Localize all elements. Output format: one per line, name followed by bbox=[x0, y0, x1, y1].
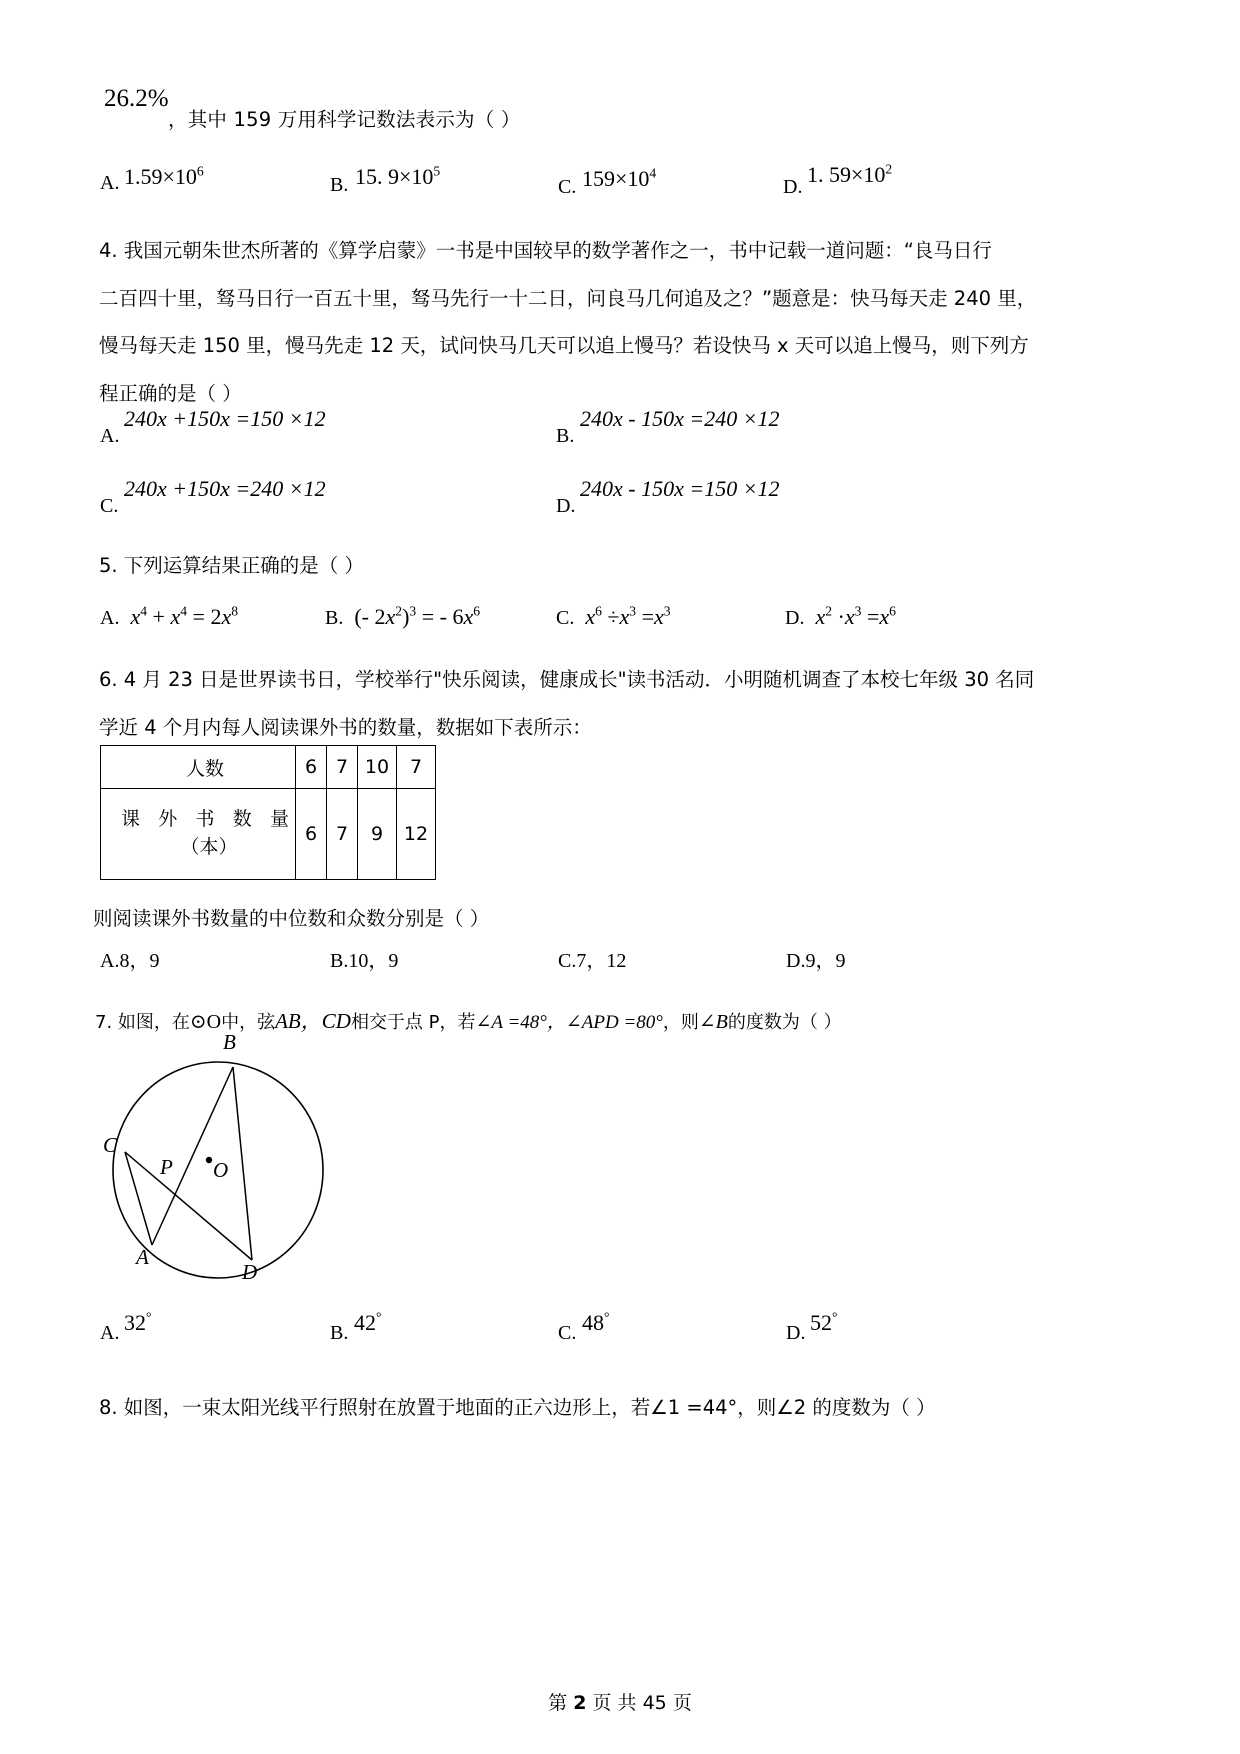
q3-opt-b-exp: 5 bbox=[433, 163, 441, 179]
q7-opt-b-num: 42 bbox=[354, 1310, 376, 1335]
q4-option-c-label: C. bbox=[100, 495, 119, 517]
q3-option-c-label: C. bbox=[558, 176, 577, 198]
footer-mid: 页 共 bbox=[592, 1692, 637, 1714]
q7-opt-c-num: 48 bbox=[582, 1310, 604, 1335]
q6-option-a-text: 8，9 bbox=[119, 950, 160, 972]
q6-question: 则阅读课外书数量的中位数和众数分别是（ ） bbox=[93, 907, 490, 930]
table-row2-header bbox=[101, 789, 296, 880]
table-row2-header-line1: 课 外 书 数 量 bbox=[121, 808, 289, 831]
q3-percent: 26.2% bbox=[104, 85, 169, 112]
q3-option-a-expr bbox=[124, 164, 204, 190]
q6-data-table-wrap bbox=[100, 745, 436, 880]
q7-stem-part3: 相交于点 P，若 bbox=[350, 1012, 476, 1033]
q4-option-a-expr: 240x +150x =150 ×12 bbox=[124, 406, 326, 431]
segment-bd bbox=[233, 1067, 252, 1260]
table-row bbox=[101, 746, 436, 789]
q6-option-a bbox=[100, 944, 159, 973]
figure-label-a: A bbox=[136, 1245, 149, 1269]
q5-option-b-expr: (- $2x^2)^3$ = - $6x^6$ bbox=[354, 603, 481, 629]
q3-option-d-expr bbox=[807, 162, 892, 188]
q7-option-b-label: B. bbox=[330, 1322, 349, 1344]
q3-opt-b-mantissa: 15. 9 bbox=[355, 164, 399, 189]
segment-ca bbox=[125, 1152, 152, 1245]
q5-stem: 5. 下列运算结果正确的是（ ） bbox=[99, 554, 365, 577]
q5-option-c-expr: $x^6 \div x^3 =x^3$ bbox=[585, 603, 671, 629]
page-footer bbox=[0, 1688, 1240, 1715]
figure-label-d: D bbox=[242, 1260, 258, 1284]
chord-cd bbox=[125, 1152, 252, 1260]
q7-stem-part2: 中，弦 bbox=[221, 1012, 276, 1033]
q7-option-b-value bbox=[354, 1310, 381, 1336]
q7-stem-part5: 的度数为（ ） bbox=[727, 1012, 842, 1033]
q6-data-table bbox=[100, 745, 436, 880]
figure-label-c: C bbox=[103, 1133, 118, 1157]
footer-total-pages: 45 bbox=[642, 1692, 667, 1714]
q6-option-c-text: 7，12 bbox=[576, 950, 627, 972]
q7-opt-d-deg: ° bbox=[832, 1309, 838, 1325]
q7-stem-part4: ，则 bbox=[662, 1012, 699, 1033]
q4-line-2: 二百四十里，驽马日行一百五十里，驽马先行一十二日，问良马几何追及之？”题意是：快马每天走 240 里， bbox=[99, 287, 1037, 310]
q3-opt-b-times: ×10 bbox=[399, 164, 434, 189]
q5-option-c bbox=[556, 604, 671, 630]
q7-angle-b: ∠B bbox=[698, 1011, 728, 1033]
q5-option-d-label: D. bbox=[785, 607, 805, 629]
q3-opt-d-times: ×10 bbox=[851, 162, 886, 187]
q4-line-3: 慢马每天走 150 里，慢马先走 12 天，试问快马几天可以追上慢马？若设快马 x 天可以追上慢马，则下列方 bbox=[99, 334, 1029, 357]
q4-option-c-expr: 240x +150x =240 ×12 bbox=[124, 476, 326, 501]
table-row1-cell-0: 6 bbox=[296, 746, 327, 789]
q4-option-a-label: A. bbox=[100, 425, 120, 447]
q7-option-c-value bbox=[582, 1310, 609, 1336]
q8-stem: 8. 如图，一束太阳光线平行照射在放置于地面的正六边形上，若∠1 =44°，则∠2 的度数为（ ） bbox=[99, 1396, 936, 1419]
q3-stem-tail: ，其中 159 万用科学记数法表示为（ ） bbox=[168, 108, 521, 131]
figure-label-o: O bbox=[213, 1158, 229, 1182]
q4-option-b-expr: 240x - 150x =240 ×12 bbox=[580, 406, 780, 431]
figure-label-p: P bbox=[160, 1155, 173, 1179]
q3-option-c-expr bbox=[582, 166, 656, 192]
q4-option-d-label: D. bbox=[556, 495, 576, 517]
q6-option-b bbox=[330, 944, 398, 973]
q3-opt-d-mantissa: 1. 59 bbox=[807, 162, 851, 187]
footer-page-number: 2 bbox=[573, 1692, 587, 1714]
q6-option-a-label: A. bbox=[100, 950, 120, 972]
q3-option-a-label: A. bbox=[100, 172, 120, 194]
q4-line-1: 4. 我国元朝朱世杰所著的《算学启蒙》一书是中国较早的数学著作之一，书中记载一道问题：“良马日行 bbox=[99, 239, 992, 262]
table-row1-cell-2: 10 bbox=[358, 746, 397, 789]
q6-option-c-label: C. bbox=[558, 950, 577, 972]
q5-option-d-expr: $x^2 \cdot x^3 =x^6$ bbox=[815, 603, 896, 629]
q3-opt-c-times: ×10 bbox=[615, 166, 650, 191]
q7-option-a-value bbox=[124, 1310, 151, 1336]
q7-opt-a-deg: ° bbox=[146, 1309, 152, 1325]
q7-option-a-label: A. bbox=[100, 1322, 120, 1344]
q5-option-c-label: C. bbox=[556, 607, 575, 629]
footer-prefix: 第 bbox=[548, 1692, 568, 1714]
q3-opt-c-mantissa: 159 bbox=[582, 166, 615, 191]
center-point-o bbox=[206, 1157, 212, 1163]
q3-option-b-label: B. bbox=[330, 174, 349, 196]
q7-option-d-value bbox=[810, 1310, 837, 1336]
table-row1-header: 人数 bbox=[101, 746, 296, 789]
q5-option-a bbox=[100, 604, 238, 630]
q7-opt-a-num: 32 bbox=[124, 1310, 146, 1335]
table-row2-cell-1: 7 bbox=[327, 789, 358, 880]
table-row2-cell-3: 12 bbox=[397, 789, 436, 880]
q6-option-d-label: D. bbox=[786, 950, 806, 972]
q7-stem bbox=[95, 1005, 842, 1035]
table-row2-cell-2: 9 bbox=[358, 789, 397, 880]
q5-option-b bbox=[325, 604, 480, 630]
q3-opt-c-exp: 4 bbox=[649, 165, 657, 181]
q6-option-b-label: B. bbox=[330, 950, 349, 972]
q7-opt-c-deg: ° bbox=[604, 1309, 610, 1325]
q7-option-c-label: C. bbox=[558, 1322, 577, 1344]
q7-opt-d-num: 52 bbox=[810, 1310, 832, 1335]
footer-suffix: 页 bbox=[672, 1692, 692, 1714]
table-row bbox=[101, 789, 436, 880]
q6-option-b-text: 10，9 bbox=[348, 950, 399, 972]
q6-option-c bbox=[558, 944, 626, 973]
q5-option-a-label: A. bbox=[100, 607, 120, 629]
q3-opt-a-mantissa: 1.59 bbox=[124, 164, 163, 189]
q6-option-d bbox=[786, 944, 845, 973]
table-row1-cell-3: 7 bbox=[397, 746, 436, 789]
q4-line-4: 程正确的是（ ） bbox=[99, 382, 242, 405]
q3-opt-a-times: ×10 bbox=[162, 164, 197, 189]
q3-opt-a-exp: 6 bbox=[196, 163, 204, 179]
q5-option-a-expr: $x^4 + x^4 = 2x^8$ bbox=[130, 603, 239, 629]
q7-angle-values: ∠A =48°，∠APD =80° bbox=[475, 1012, 663, 1033]
q6-option-d-text: 9，9 bbox=[805, 950, 846, 972]
q4-option-d-expr: 240x - 150x =150 ×12 bbox=[580, 476, 780, 501]
q3-opt-d-exp: 2 bbox=[885, 161, 893, 177]
q7-chords: AB，CD bbox=[275, 1009, 351, 1033]
q7-circle-figure bbox=[95, 1030, 435, 1305]
q3-option-b-expr bbox=[355, 164, 440, 190]
table-row2-header-line2: （本） bbox=[180, 836, 238, 858]
q3-option-d-label: D. bbox=[783, 176, 803, 198]
q7-circle-symbol: ⊙O bbox=[189, 1011, 222, 1033]
q5-option-b-label: B. bbox=[325, 607, 344, 629]
table-row2-cell-0: 6 bbox=[296, 789, 327, 880]
figure-label-b: B bbox=[223, 1030, 236, 1054]
q7-opt-b-deg: ° bbox=[376, 1309, 382, 1325]
q5-option-d bbox=[785, 604, 896, 630]
table-row1-cell-1: 7 bbox=[327, 746, 358, 789]
q6-line-1: 6. 4 月 23 日是世界读书日，学校举行"快乐阅读，健康成长"读书活动．小明随机调查了本校七年级 30 名同 bbox=[99, 668, 1035, 691]
q7-stem-part1: 7. 如图，在 bbox=[95, 1012, 190, 1033]
q4-option-b-label: B. bbox=[556, 425, 575, 447]
q7-option-d-label: D. bbox=[786, 1322, 806, 1344]
q6-line-2: 学近 4 个月内每人阅读课外书的数量，数据如下表所示： bbox=[99, 716, 592, 739]
